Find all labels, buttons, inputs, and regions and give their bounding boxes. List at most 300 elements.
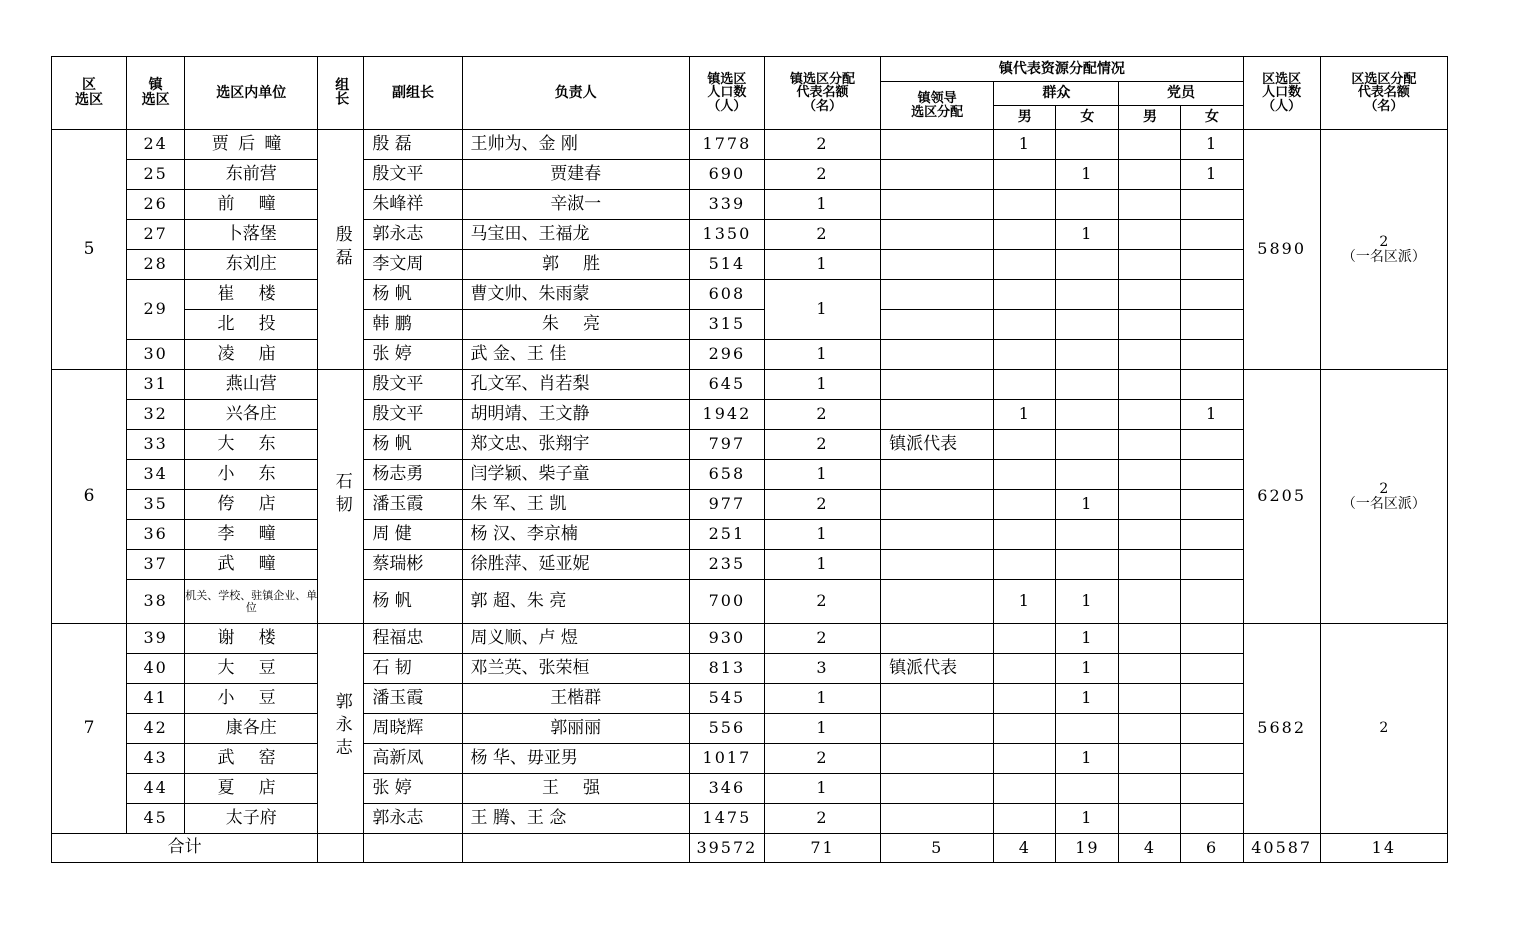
leader-alloc-cell	[881, 280, 994, 310]
leader-alloc-cell	[881, 520, 994, 550]
district-5: 5	[52, 130, 127, 370]
quota-cell: 3	[764, 654, 880, 684]
party-male-cell	[1119, 160, 1181, 190]
masses-female-cell	[1056, 310, 1119, 340]
party-female-cell	[1181, 430, 1243, 460]
unit-cell: 小 东	[185, 460, 318, 490]
header-district-quota: 区选区分配 代表名额 （名）	[1320, 57, 1447, 130]
leader-alloc-cell	[881, 190, 994, 220]
table-row	[52, 430, 1448, 460]
deputy-cell: 殷文平	[364, 400, 462, 430]
quota-cell: 1	[764, 340, 880, 370]
leader-alloc-cell: 镇派代表	[881, 654, 994, 684]
town-district-no: 38	[127, 580, 185, 624]
responsible-cell: 郭 超、朱 亮	[462, 580, 689, 624]
town-district-no: 44	[127, 774, 185, 804]
party-male-cell	[1119, 804, 1181, 834]
district-7: 7	[52, 624, 127, 834]
total-district-population: 40587	[1243, 834, 1320, 863]
population-cell: 700	[689, 580, 764, 624]
masses-male-cell	[994, 490, 1056, 520]
unit-cell: 东前营	[185, 160, 318, 190]
party-female-cell: 1	[1181, 400, 1243, 430]
responsible-cell: 贾建春	[462, 160, 689, 190]
population-cell: 556	[689, 714, 764, 744]
header-town-quota: 镇选区分配 代表名额 （名）	[764, 57, 880, 130]
masses-male-cell	[994, 804, 1056, 834]
masses-male-cell	[994, 654, 1056, 684]
deputy-cell: 周晓辉	[364, 714, 462, 744]
town-district-no: 45	[127, 804, 185, 834]
population-cell: 235	[689, 550, 764, 580]
masses-female-cell	[1056, 340, 1119, 370]
total-empty	[364, 834, 462, 863]
deputy-cell: 潘玉霞	[364, 684, 462, 714]
total-quota: 71	[764, 834, 880, 863]
unit-cell: 崔 楼	[185, 280, 318, 310]
population-cell: 690	[689, 160, 764, 190]
leader-alloc-cell	[881, 130, 994, 160]
deputy-cell: 程福忠	[364, 624, 462, 654]
population-cell: 930	[689, 624, 764, 654]
header-leader-allocation: 镇领导 选区分配	[881, 82, 994, 130]
header-party-male: 男	[1119, 106, 1181, 130]
group-leader-7: 郭永志	[318, 624, 364, 834]
responsible-cell: 朱 军、王 凯	[462, 490, 689, 520]
responsible-cell: 王 强	[462, 774, 689, 804]
population-cell: 346	[689, 774, 764, 804]
unit-cell: 李 疃	[185, 520, 318, 550]
party-female-cell	[1181, 460, 1243, 490]
group-leader-5: 殷磊	[318, 130, 364, 370]
total-empty	[318, 834, 364, 863]
table-row	[52, 130, 1448, 160]
town-district-no: 25	[127, 160, 185, 190]
total-empty	[462, 834, 689, 863]
quota-cell: 1	[764, 550, 880, 580]
population-cell: 1475	[689, 804, 764, 834]
masses-female-cell: 1	[1056, 804, 1119, 834]
district-quota-5: 2 （一名区派）	[1320, 130, 1447, 370]
quota-cell: 2	[764, 400, 880, 430]
masses-male-cell: 1	[994, 130, 1056, 160]
total-label: 合计	[52, 834, 318, 863]
unit-cell: 小 豆	[185, 684, 318, 714]
town-district-no: 33	[127, 430, 185, 460]
town-district-no: 42	[127, 714, 185, 744]
leader-alloc-cell	[881, 250, 994, 280]
party-female-cell	[1181, 280, 1243, 310]
table-row	[52, 774, 1448, 804]
leader-alloc-cell	[881, 714, 994, 744]
responsible-cell: 周义顺、卢 煜	[462, 624, 689, 654]
responsible-cell: 孔文军、肖若梨	[462, 370, 689, 400]
deputy-cell: 郭永志	[364, 220, 462, 250]
deputy-cell: 韩 鹏	[364, 310, 462, 340]
unit-cell: 前 疃	[185, 190, 318, 220]
header-district: 区 选区	[52, 57, 127, 130]
header-party: 党员	[1119, 82, 1243, 106]
town-district-no: 34	[127, 460, 185, 490]
leader-alloc-cell: 镇派代表	[881, 430, 994, 460]
masses-female-cell: 1	[1056, 654, 1119, 684]
population-cell: 315	[689, 310, 764, 340]
quota-cell: 1	[764, 520, 880, 550]
party-male-cell	[1119, 370, 1181, 400]
deputy-cell: 杨 帆	[364, 430, 462, 460]
deputy-cell: 李文周	[364, 250, 462, 280]
party-female-cell	[1181, 714, 1243, 744]
allocation-table	[51, 56, 1448, 863]
responsible-cell: 胡明靖、王文静	[462, 400, 689, 430]
party-female-cell	[1181, 310, 1243, 340]
masses-female-cell	[1056, 774, 1119, 804]
leader-alloc-cell	[881, 804, 994, 834]
party-male-cell	[1119, 220, 1181, 250]
header-row-1	[52, 57, 1448, 82]
party-female-cell	[1181, 250, 1243, 280]
town-district-no: 29	[127, 280, 185, 340]
town-district-no: 28	[127, 250, 185, 280]
masses-male-cell	[994, 370, 1056, 400]
quota-cell: 1	[764, 684, 880, 714]
deputy-cell: 殷文平	[364, 160, 462, 190]
table-row	[52, 370, 1448, 400]
party-male-cell	[1119, 580, 1181, 624]
total-masses-male: 4	[994, 834, 1056, 863]
table-row	[52, 400, 1448, 430]
responsible-cell: 辛淑一	[462, 190, 689, 220]
quota-cell: 1	[764, 714, 880, 744]
masses-female-cell	[1056, 280, 1119, 310]
population-cell: 797	[689, 430, 764, 460]
quota-cell: 1	[764, 280, 880, 340]
leader-alloc-cell	[881, 460, 994, 490]
deputy-cell: 潘玉霞	[364, 490, 462, 520]
leader-alloc-cell	[881, 774, 994, 804]
party-male-cell	[1119, 744, 1181, 774]
party-female-cell: 1	[1181, 130, 1243, 160]
party-female-cell	[1181, 684, 1243, 714]
masses-male-cell	[994, 220, 1056, 250]
unit-cell: 大 东	[185, 430, 318, 460]
party-male-cell	[1119, 490, 1181, 520]
population-cell: 1017	[689, 744, 764, 774]
town-district-no: 37	[127, 550, 185, 580]
leader-alloc-cell	[881, 580, 994, 624]
table-row	[52, 624, 1448, 654]
masses-female-cell: 1	[1056, 684, 1119, 714]
table-row	[52, 190, 1448, 220]
unit-cell: 谢 楼	[185, 624, 318, 654]
town-district-no: 39	[127, 624, 185, 654]
quota-cell: 2	[764, 220, 880, 250]
leader-alloc-cell	[881, 490, 994, 520]
deputy-cell: 张 婷	[364, 340, 462, 370]
table-row	[52, 310, 1448, 340]
town-district-no: 30	[127, 340, 185, 370]
population-cell: 608	[689, 280, 764, 310]
header-deputy-leader: 副组长	[364, 57, 462, 130]
quota-cell: 1	[764, 190, 880, 220]
responsible-cell: 王楷群	[462, 684, 689, 714]
quota-cell: 1	[764, 370, 880, 400]
party-female-cell: 1	[1181, 160, 1243, 190]
party-male-cell	[1119, 624, 1181, 654]
population-cell: 251	[689, 520, 764, 550]
population-cell: 545	[689, 684, 764, 714]
masses-male-cell	[994, 684, 1056, 714]
unit-cell: 大 豆	[185, 654, 318, 684]
unit-cell: 北 投	[185, 310, 318, 340]
population-cell: 339	[689, 190, 764, 220]
total-district-quota: 14	[1320, 834, 1447, 863]
leader-alloc-cell	[881, 310, 994, 340]
population-cell: 813	[689, 654, 764, 684]
table-row	[52, 580, 1448, 624]
deputy-cell: 蔡瑞彬	[364, 550, 462, 580]
population-cell: 1942	[689, 400, 764, 430]
table-row	[52, 684, 1448, 714]
masses-male-cell	[994, 774, 1056, 804]
party-male-cell	[1119, 190, 1181, 220]
masses-female-cell: 1	[1056, 580, 1119, 624]
masses-female-cell: 1	[1056, 624, 1119, 654]
party-male-cell	[1119, 654, 1181, 684]
deputy-cell: 殷文平	[364, 370, 462, 400]
unit-cell: 卜落堡	[185, 220, 318, 250]
responsible-cell: 马宝田、王福龙	[462, 220, 689, 250]
table-row	[52, 520, 1448, 550]
table-row	[52, 654, 1448, 684]
party-male-cell	[1119, 684, 1181, 714]
district-population-5: 5890	[1243, 130, 1320, 370]
population-cell: 977	[689, 490, 764, 520]
masses-female-cell	[1056, 714, 1119, 744]
unit-cell: 夏 店	[185, 774, 318, 804]
group-leader-6: 石韧	[318, 370, 364, 624]
masses-female-cell	[1056, 250, 1119, 280]
district-population-7: 5682	[1243, 624, 1320, 834]
quota-cell: 2	[764, 580, 880, 624]
district-population-6: 6205	[1243, 370, 1320, 624]
party-male-cell	[1119, 130, 1181, 160]
masses-male-cell	[994, 280, 1056, 310]
masses-female-cell	[1056, 430, 1119, 460]
town-district-no: 43	[127, 744, 185, 774]
responsible-cell: 邓兰英、张荣桓	[462, 654, 689, 684]
masses-female-cell: 1	[1056, 220, 1119, 250]
masses-male-cell	[994, 340, 1056, 370]
leader-alloc-cell	[881, 550, 994, 580]
party-male-cell	[1119, 400, 1181, 430]
header-district-population: 区选区 人口数 （人）	[1243, 57, 1320, 130]
town-district-no: 26	[127, 190, 185, 220]
header-group-leader: 组长	[318, 57, 364, 130]
unit-cell: 燕山营	[185, 370, 318, 400]
masses-female-cell: 1	[1056, 744, 1119, 774]
responsible-cell: 杨 汉、李京楠	[462, 520, 689, 550]
town-district-no: 31	[127, 370, 185, 400]
quota-cell: 2	[764, 160, 880, 190]
unit-cell: 太子府	[185, 804, 318, 834]
leader-alloc-cell	[881, 400, 994, 430]
population-cell: 1778	[689, 130, 764, 160]
masses-male-cell	[994, 250, 1056, 280]
responsible-cell: 武 金、王 佳	[462, 340, 689, 370]
masses-male-cell	[994, 160, 1056, 190]
deputy-cell: 杨 帆	[364, 580, 462, 624]
party-male-cell	[1119, 430, 1181, 460]
party-female-cell	[1181, 340, 1243, 370]
unit-cell: 凌 庙	[185, 340, 318, 370]
total-party-male: 4	[1119, 834, 1181, 863]
district-6: 6	[52, 370, 127, 624]
responsible-cell: 闫学颖、柴子童	[462, 460, 689, 490]
party-female-cell	[1181, 654, 1243, 684]
header-unit: 选区内单位	[185, 57, 318, 130]
masses-female-cell	[1056, 130, 1119, 160]
party-female-cell	[1181, 190, 1243, 220]
deputy-cell: 杨志勇	[364, 460, 462, 490]
leader-alloc-cell	[881, 370, 994, 400]
table-row	[52, 460, 1448, 490]
quota-cell: 2	[764, 130, 880, 160]
deputy-cell: 周 健	[364, 520, 462, 550]
table-row	[52, 280, 1448, 310]
header-resource: 镇代表资源分配情况	[881, 57, 1244, 82]
header-masses: 群众	[994, 82, 1119, 106]
town-district-no: 40	[127, 654, 185, 684]
unit-cell: 侉 店	[185, 490, 318, 520]
total-population: 39572	[689, 834, 764, 863]
party-male-cell	[1119, 774, 1181, 804]
masses-male-cell: 1	[994, 400, 1056, 430]
party-female-cell	[1181, 370, 1243, 400]
party-male-cell	[1119, 280, 1181, 310]
leader-alloc-cell	[881, 684, 994, 714]
masses-male-cell	[994, 460, 1056, 490]
party-female-cell	[1181, 580, 1243, 624]
deputy-cell: 张 婷	[364, 774, 462, 804]
quota-cell: 2	[764, 744, 880, 774]
population-cell: 296	[689, 340, 764, 370]
deputy-cell: 朱峰祥	[364, 190, 462, 220]
party-male-cell	[1119, 520, 1181, 550]
total-row	[52, 834, 1448, 863]
responsible-cell: 王 腾、王 念	[462, 804, 689, 834]
district-quota-6: 2 （一名区派）	[1320, 370, 1447, 624]
masses-male-cell	[994, 624, 1056, 654]
deputy-cell: 杨 帆	[364, 280, 462, 310]
masses-female-cell	[1056, 460, 1119, 490]
party-male-cell	[1119, 460, 1181, 490]
party-male-cell	[1119, 340, 1181, 370]
unit-cell: 东刘庄	[185, 250, 318, 280]
town-district-no: 24	[127, 130, 185, 160]
quota-cell: 2	[764, 804, 880, 834]
table-row	[52, 550, 1448, 580]
masses-male-cell	[994, 714, 1056, 744]
leader-alloc-cell	[881, 160, 994, 190]
table-row	[52, 744, 1448, 774]
masses-female-cell	[1056, 370, 1119, 400]
responsible-cell: 王帅为、金 刚	[462, 130, 689, 160]
total-party-female: 6	[1181, 834, 1243, 863]
quota-cell: 2	[764, 624, 880, 654]
unit-cell: 武 疃	[185, 550, 318, 580]
town-district-no: 41	[127, 684, 185, 714]
unit-cell: 贾后疃	[185, 130, 318, 160]
party-male-cell	[1119, 550, 1181, 580]
party-male-cell	[1119, 250, 1181, 280]
leader-alloc-cell	[881, 220, 994, 250]
quota-cell: 2	[764, 430, 880, 460]
party-female-cell	[1181, 490, 1243, 520]
party-female-cell	[1181, 520, 1243, 550]
party-male-cell	[1119, 310, 1181, 340]
header-responsible: 负责人	[462, 57, 689, 130]
unit-cell: 武 窑	[185, 744, 318, 774]
masses-female-cell	[1056, 550, 1119, 580]
masses-male-cell	[994, 744, 1056, 774]
district-quota-7: 2	[1320, 624, 1447, 834]
responsible-cell: 曹文帅、朱雨蒙	[462, 280, 689, 310]
quota-cell: 2	[764, 490, 880, 520]
party-female-cell	[1181, 744, 1243, 774]
masses-male-cell	[994, 310, 1056, 340]
header-town-population: 镇选区 人口数 （人）	[689, 57, 764, 130]
quota-cell: 1	[764, 774, 880, 804]
responsible-cell: 郑文忠、张翔宇	[462, 430, 689, 460]
table-row	[52, 714, 1448, 744]
town-district-no: 32	[127, 400, 185, 430]
masses-male-cell	[994, 190, 1056, 220]
header-masses-male: 男	[994, 106, 1056, 130]
town-district-no: 36	[127, 520, 185, 550]
responsible-cell: 郭 胜	[462, 250, 689, 280]
header-party-female: 女	[1181, 106, 1243, 130]
total-leader: 5	[881, 834, 994, 863]
responsible-cell: 朱 亮	[462, 310, 689, 340]
masses-female-cell	[1056, 520, 1119, 550]
deputy-cell: 高新凤	[364, 744, 462, 774]
town-district-no: 35	[127, 490, 185, 520]
population-cell: 514	[689, 250, 764, 280]
leader-alloc-cell	[881, 624, 994, 654]
masses-female-cell	[1056, 400, 1119, 430]
party-female-cell	[1181, 624, 1243, 654]
responsible-cell: 郭丽丽	[462, 714, 689, 744]
masses-female-cell	[1056, 190, 1119, 220]
responsible-cell: 杨 华、毋亚男	[462, 744, 689, 774]
unit-cell: 康各庄	[185, 714, 318, 744]
masses-female-cell: 1	[1056, 490, 1119, 520]
masses-female-cell: 1	[1056, 160, 1119, 190]
header-masses-female: 女	[1056, 106, 1119, 130]
party-female-cell	[1181, 774, 1243, 804]
table-row	[52, 804, 1448, 834]
leader-alloc-cell	[881, 744, 994, 774]
masses-male-cell	[994, 550, 1056, 580]
header-town-district: 镇 选区	[127, 57, 185, 130]
table-row	[52, 220, 1448, 250]
population-cell: 645	[689, 370, 764, 400]
town-district-no: 27	[127, 220, 185, 250]
quota-cell: 1	[764, 460, 880, 490]
unit-cell: 机关、学校、驻镇企业、单位	[185, 580, 318, 624]
party-male-cell	[1119, 714, 1181, 744]
